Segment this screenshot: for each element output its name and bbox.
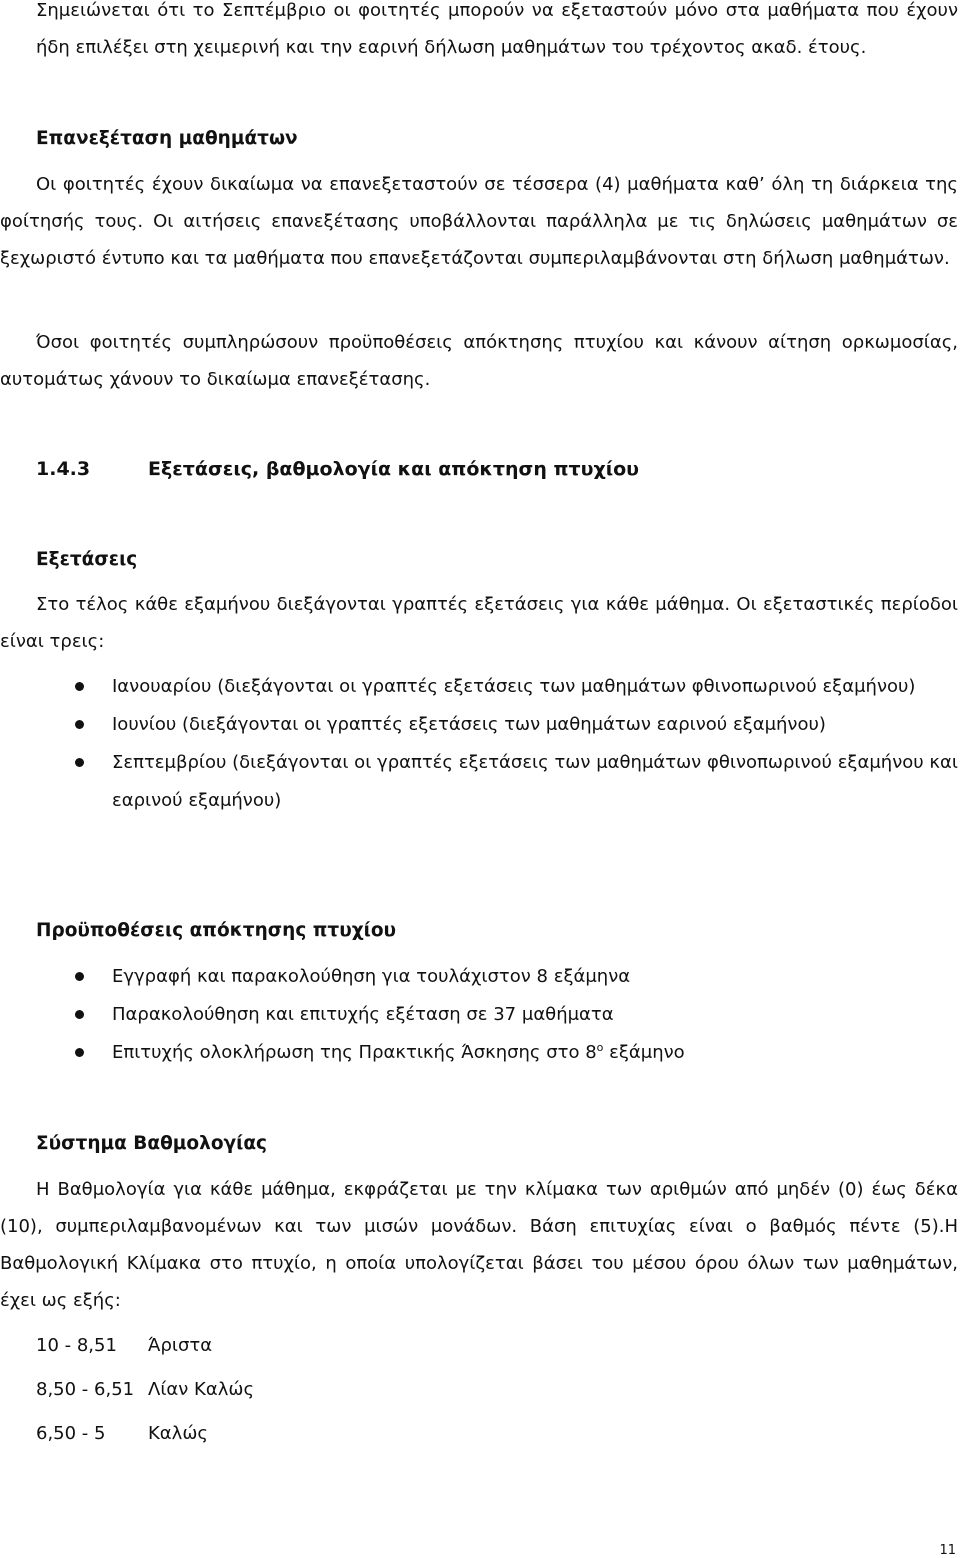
list-item-text: Εγγραφή και παρακολούθηση για τουλάχιστον 8 εξάμηνα [112, 966, 631, 987]
list-item-text: Σεπτεμβρίου (διεξάγονται οι γραπτές εξετάσεις των μαθημάτων φθινοπωρινού εξαμήνου και εαρινού εξαμήνου) [112, 752, 958, 811]
reexam-heading: Επανεξέταση μαθημάτων [36, 128, 298, 149]
grade-scale-row [36, 1421, 208, 1447]
list-item-text: Ιουνίου (διεξάγονται οι γραπτές εξετάσεις των μαθημάτων εαρινού εξαμήνου) [112, 714, 826, 735]
bullet-icon [75, 1048, 84, 1057]
exam-periods-list [0, 668, 958, 820]
bullet-icon [75, 1010, 84, 1019]
ordinal-superscript: ο [596, 1041, 604, 1054]
grade-scale-row [36, 1333, 212, 1359]
bullet-icon [75, 758, 84, 767]
list-item [0, 744, 958, 820]
reexam-paragraph-1: Οι φοιτητές έχουν δικαίωμα να επανεξεταστούν σε τέσσερα (4) μαθήματα καθ’ όλη τη διάρκεια της φοίτησής τους. Οι αιτήσεις επανεξέτασης υποβάλλονται παράλληλα με τις δηλώσεις μαθημάτων σε ξεχωριστό έντυπο και τα μαθήματα που επανεξετάζονται συμπεριλαμβάνονται στη δήλωση μαθημάτων. [0, 174, 958, 269]
list-item [0, 668, 958, 706]
grade-scale-row [36, 1377, 254, 1403]
list-item-text: Επιτυχής ολοκλήρωση της Πρακτικής Άσκησης στο 8 [112, 1042, 597, 1063]
list-item-text: Παρακολούθηση και επιτυχής εξέταση σε 37 μαθήματα [112, 1004, 614, 1025]
list-item [0, 706, 958, 744]
prereq-list [0, 958, 958, 1072]
list-item [0, 1034, 958, 1072]
page-number: 11 [939, 1543, 956, 1558]
list-item [0, 958, 958, 996]
grade-range: 6,50 - 5 [36, 1423, 106, 1444]
list-item-text-end: εξάμηνο [603, 1042, 685, 1063]
reexam-paragraph-2: Όσοι φοιτητές συμπληρώσουν προϋποθέσεις απόκτησης πτυχίου και κάνουν αίτηση ορκωμοσίας, αυτομάτως χάνουν το δικαίωμα επανεξέτασης. [0, 332, 958, 390]
section-title: Εξετάσεις, βαθμολογία και απόκτηση πτυχίου [148, 458, 639, 480]
grade-label: Άριστα [148, 1335, 213, 1356]
intro-paragraph: Σημειώνεται ότι το Σεπτέμβριο οι φοιτητές μπορούν να εξεταστούν μόνο στα μαθήματα που έχουν ήδη επιλέξει στη χειμερινή και την εαρινή δήλωση μαθημάτων του τρέχοντος ακαδ. έτους. [36, 0, 958, 58]
list-item [0, 996, 958, 1034]
prereq-heading: Προϋποθέσεις απόκτησης πτυχίου [36, 920, 397, 941]
grade-label: Λίαν Καλώς [148, 1379, 255, 1400]
bullet-icon [75, 720, 84, 729]
exams-heading: Εξετάσεις [36, 549, 138, 570]
grade-label: Καλώς [148, 1423, 208, 1444]
grade-range: 10 - 8,51 [36, 1335, 117, 1356]
list-item-text: Ιανουαρίου (διεξάγονται οι γραπτές εξετάσεις των μαθημάτων φθινοπωρινού εξαμήνου) [112, 676, 916, 697]
bullet-icon [75, 682, 84, 691]
bullet-icon [75, 972, 84, 981]
grade-range: 8,50 - 6,51 [36, 1379, 135, 1400]
grading-paragraph: Η Βαθμολογία για κάθε μάθημα, εκφράζεται με την κλίμακα των αριθμών από μηδέν (0) έως δέκα (10), συμπεριλαμβανομένων και των μισών μονάδων. Βάση επιτυχίας είναι ο βαθμός πέντε (5).Η Βαθμολογική Κλίμακα στο πτυχίο, η οποία υπολογίζεται βάσει του μέσου όρου όλων των μαθημάτων, έχει ως εξής: [0, 1179, 958, 1311]
section-number: 1.4.3 [36, 458, 91, 480]
grading-heading: Σύστημα Βαθμολογίας [36, 1133, 268, 1154]
exams-paragraph: Στο τέλος κάθε εξαμήνου διεξάγονται γραπτές εξετάσεις για κάθε μάθημα. Οι εξεταστικές περίοδοι είναι τρεις: [0, 594, 958, 652]
